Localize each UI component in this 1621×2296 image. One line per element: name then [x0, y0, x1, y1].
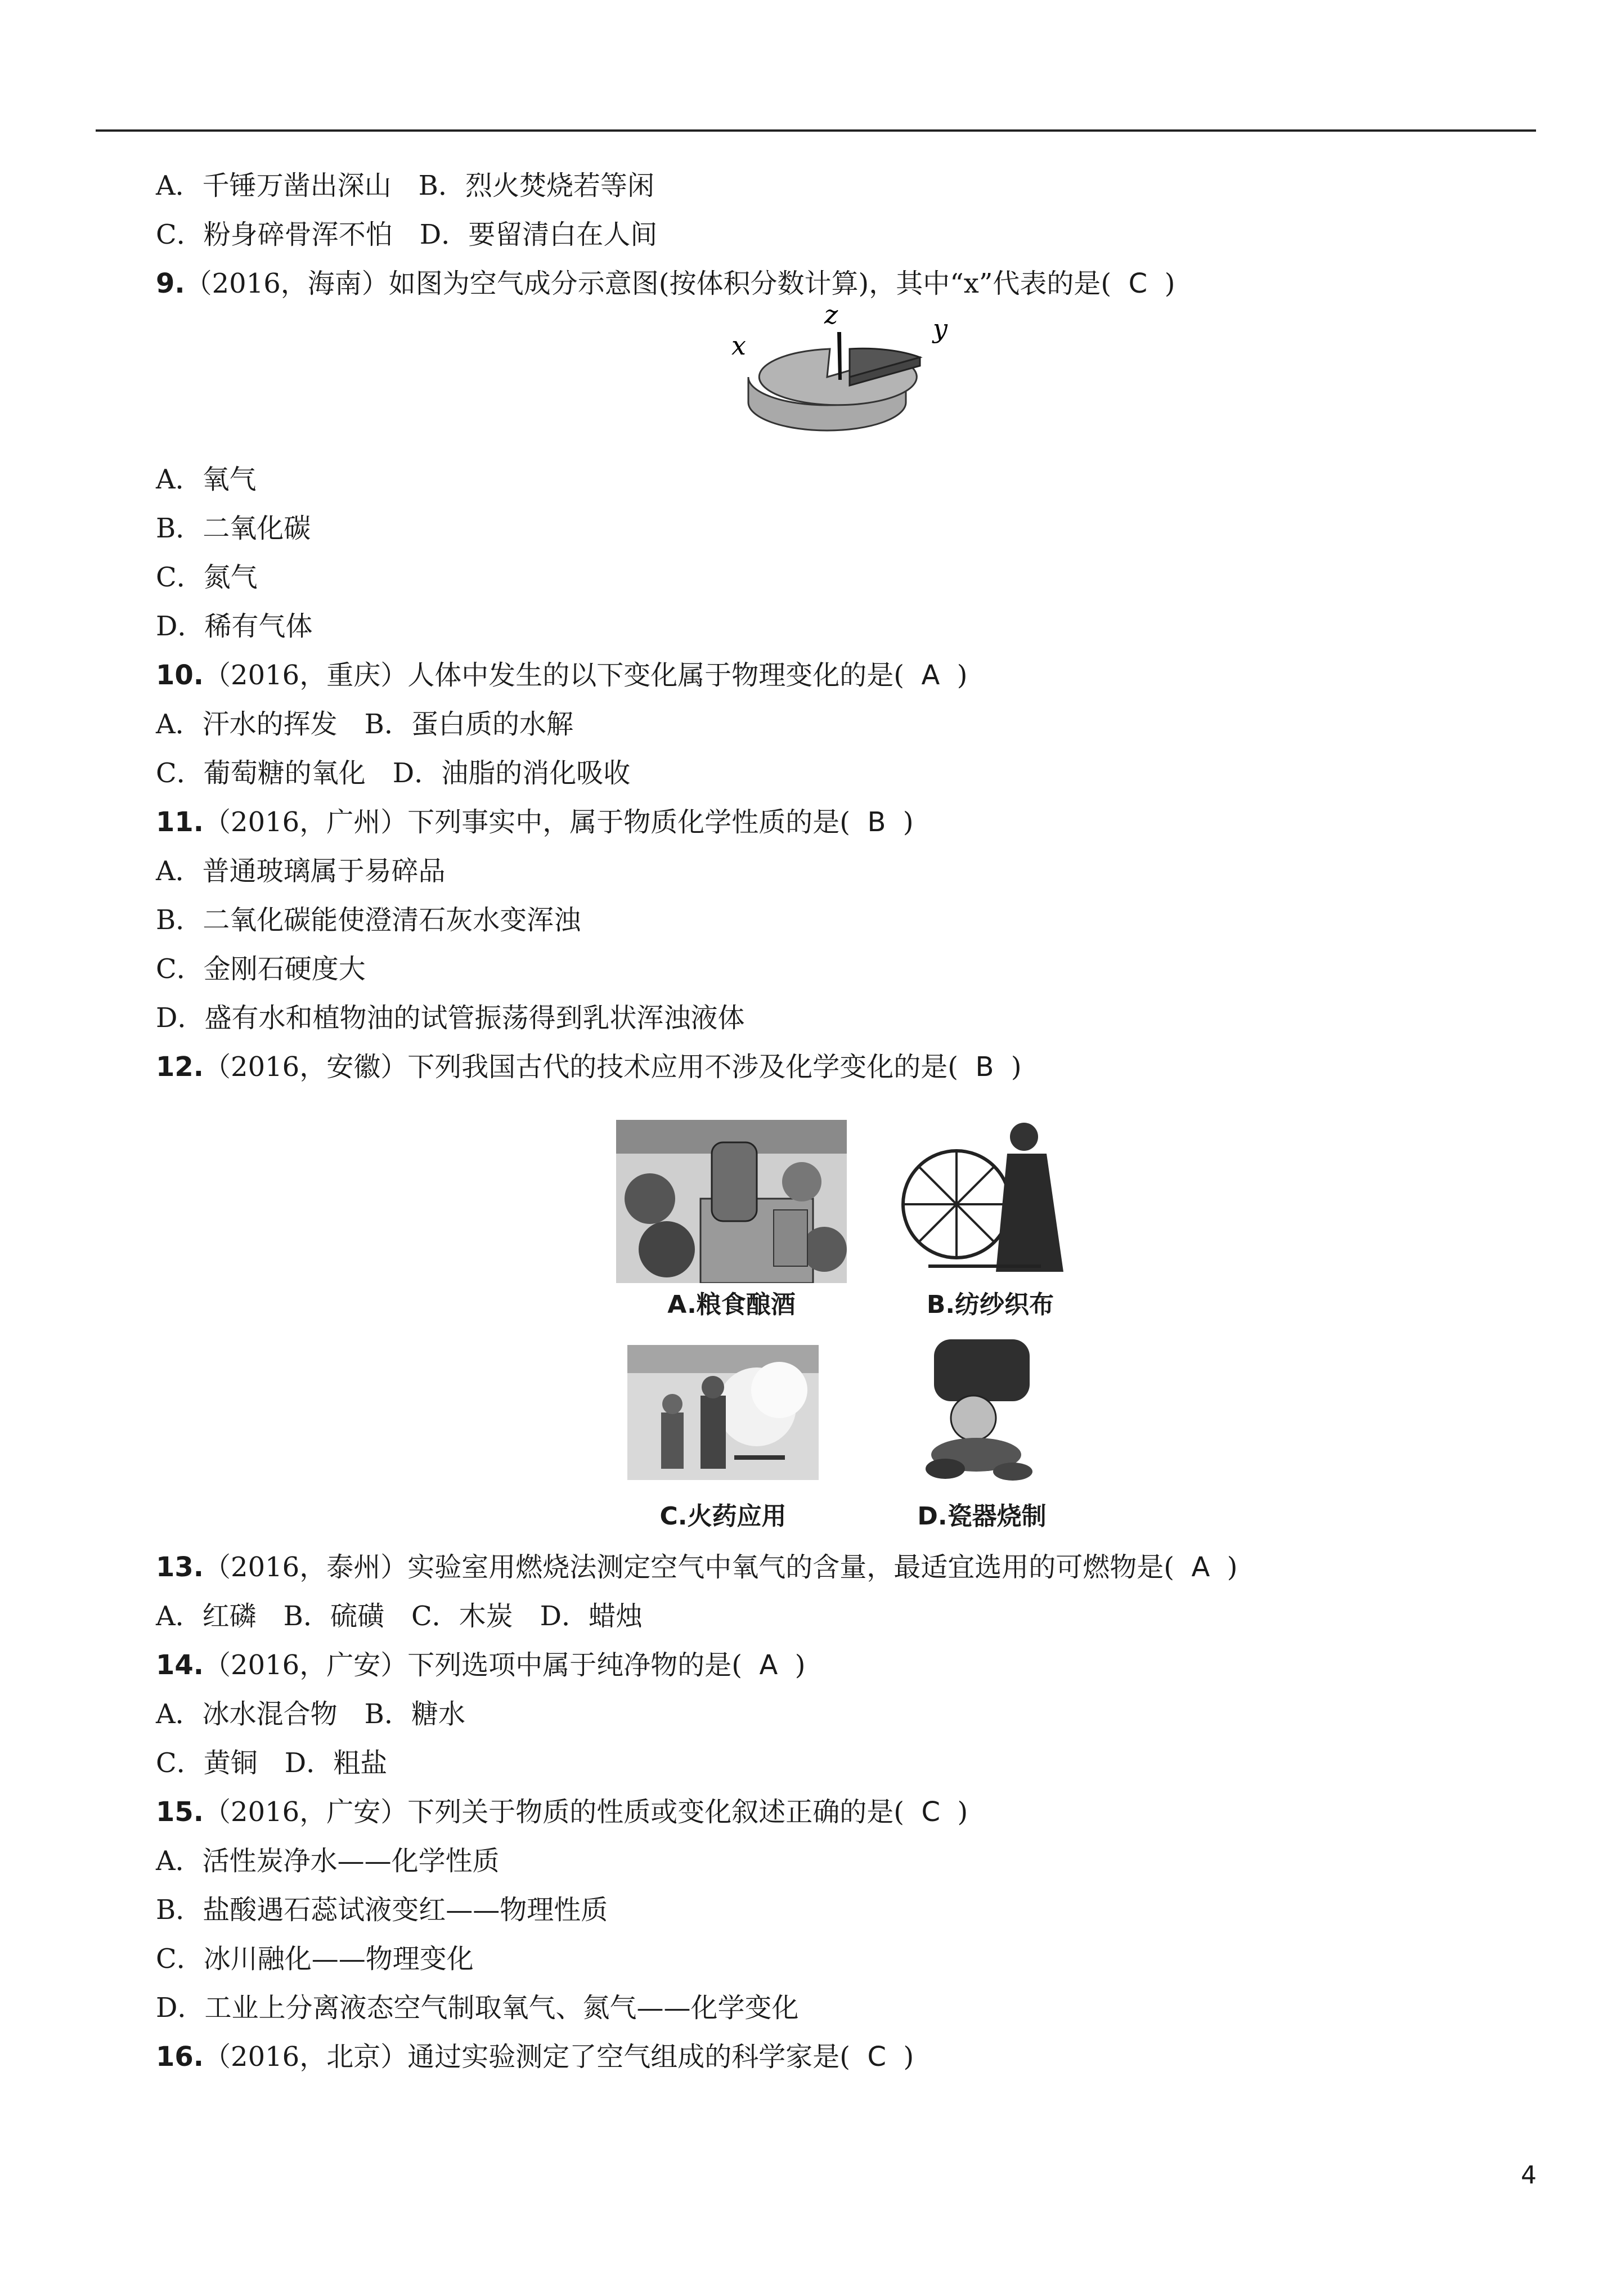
q11-stem-text: （2016，广州）下列事实中，属于物质化学性质的是( — [204, 806, 850, 838]
q10-close: ) — [957, 660, 968, 691]
q10-stem-text: （2016，重庆）人体中发生的以下变化属于物理变化的是( — [204, 660, 904, 691]
q13-stem — [156, 1550, 1238, 1584]
q12-caption-b: B.纺纱织布 — [926, 1290, 1054, 1319]
q16-close: ) — [903, 2041, 914, 2073]
air-composition-pie-chart — [726, 304, 962, 450]
q14-answer: A — [759, 1649, 778, 1681]
q14-close: ) — [794, 1649, 806, 1681]
q11-close: ) — [902, 806, 914, 838]
q14-stem — [156, 1648, 806, 1682]
q14-options-line-1: A．冰水混合物 B．糖水 — [156, 1698, 465, 1730]
pie-label-x: x — [731, 330, 746, 361]
q9-option-b: B．二氧化碳 — [156, 513, 311, 544]
page-number: 4 — [1521, 2161, 1537, 2190]
q10-number: 10. — [156, 660, 204, 691]
pie-label-z: z — [824, 304, 838, 330]
q12-caption-d: D.瓷器烧制 — [917, 1502, 1047, 1531]
q11-option-c: C．金刚石硬度大 — [156, 953, 366, 985]
q12-stem — [156, 1050, 1022, 1084]
q16-stem — [156, 2040, 914, 2074]
q9-answer: C — [1128, 268, 1148, 299]
q12-close: ) — [1011, 1051, 1022, 1083]
q15-stem — [156, 1795, 968, 1829]
q13-number: 13. — [156, 1551, 204, 1583]
brewing-illustration — [616, 1120, 847, 1283]
q11-option-b: B．二氧化碳能使澄清石灰水变浑浊 — [156, 904, 581, 936]
gunpowder-illustration — [627, 1345, 819, 1480]
q9-option-a: A．氧气 — [156, 464, 257, 495]
q10-options-line-2: C．葡萄糖的氧化 D．油脂的消化吸收 — [156, 757, 631, 789]
q8-options-line-1: A．千锤万凿出深山 B．烈火焚烧若等闲 — [156, 170, 654, 201]
q10-answer: A — [921, 660, 940, 691]
q13-options-line-1: A．红磷 B．硫磺 C．木炭 D．蜡烛 — [156, 1600, 643, 1632]
q12-caption-a: A.粮食酿酒 — [667, 1290, 796, 1319]
q13-answer: A — [1191, 1551, 1210, 1583]
q15-option-b: B．盐酸遇石蕊试液变红——物理性质 — [156, 1894, 608, 1926]
q9-option-c: C．氮气 — [156, 562, 258, 593]
q10-options-line-1: A．汗水的挥发 B．蛋白质的水解 — [156, 708, 573, 740]
q12-caption-c: C.火药应用 — [659, 1502, 787, 1531]
q9-close: ) — [1164, 268, 1175, 299]
q16-stem-text: （2016，北京）通过实验测定了空气组成的科学家是( — [204, 2041, 850, 2073]
q15-option-c: C．冰川融化——物理变化 — [156, 1943, 474, 1975]
q13-stem-text: （2016，泰州）实验室用燃烧法测定空气中氧气的含量，最适宜选用的可燃物是( — [204, 1551, 1174, 1583]
q11-stem — [156, 805, 914, 839]
q15-close: ) — [957, 1796, 968, 1828]
q12-stem-text: （2016，安徽）下列我国古代的技术应用不涉及化学变化的是( — [204, 1051, 958, 1083]
q10-stem — [156, 658, 968, 692]
header-rule — [96, 129, 1536, 132]
q14-number: 14. — [156, 1649, 204, 1681]
spinning-wheel-illustration — [895, 1114, 1075, 1283]
q11-number: 11. — [156, 806, 204, 838]
q14-options-line-2: C．黄铜 D．粗盐 — [156, 1747, 388, 1779]
q15-option-d: D．工业上分离液态空气制取氧气、氮气——化学变化 — [156, 1992, 799, 2024]
q16-number: 16. — [156, 2041, 204, 2073]
q9-option-d: D．稀有气体 — [156, 611, 313, 642]
q11-option-a: A．普通玻璃属于易碎品 — [156, 855, 446, 887]
q15-option-a: A．活性炭净水——化学性质 — [156, 1845, 500, 1877]
q9-stem-text: （2016，海南）如图为空气成分示意图(按体积分数计算)，其中“x”代表的是( — [185, 268, 1112, 299]
q12-number: 12. — [156, 1051, 204, 1083]
pie-slice-z — [837, 332, 842, 380]
q8-options-line-2: C．粉身碎骨浑不怕 D．要留清白在人间 — [156, 219, 658, 250]
q13-close: ) — [1227, 1551, 1238, 1583]
q9-stem — [156, 267, 1175, 301]
q15-answer: C — [921, 1796, 940, 1828]
q16-answer: C — [867, 2041, 886, 2073]
q11-option-d: D．盛有水和植物油的试管振荡得到乳状浑浊液体 — [156, 1002, 745, 1034]
pie-label-y: y — [933, 313, 948, 344]
porcelain-illustration — [911, 1334, 1047, 1486]
q15-stem-text: （2016，广安）下列关于物质的性质或变化叙述正确的是( — [204, 1796, 904, 1828]
q12-answer: B — [975, 1051, 994, 1083]
q15-number: 15. — [156, 1796, 204, 1828]
q9-number: 9. — [156, 268, 185, 299]
q14-stem-text: （2016，广安）下列选项中属于纯净物的是( — [204, 1649, 742, 1681]
q11-answer: B — [867, 806, 886, 838]
